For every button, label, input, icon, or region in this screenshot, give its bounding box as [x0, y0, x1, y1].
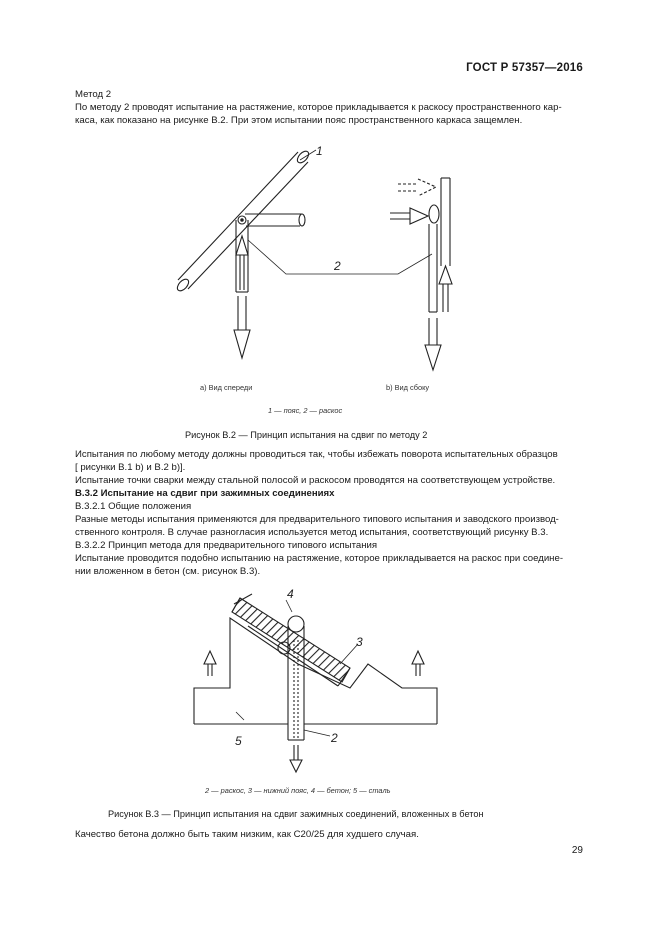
b3-legend: 2 — раскос, 3 — нижний пояс, 4 — бетон; 5 — сталь [205, 786, 391, 795]
b2-caption: Рисунок B.2 — Принцип испытания на сдвиг по методу 2 [185, 430, 428, 440]
method2-para-line1: По методу 2 проводят испытание на растяжение, которое прикладывается к раскосу пространственного кар- [75, 102, 562, 113]
body-p3-line1: Разные методы испытания применяются для предварительного типового испытания и заводского производ- [75, 514, 559, 525]
b3-callout-3: 3 [356, 635, 363, 649]
b2-arrow-right-side [390, 208, 428, 224]
b2-arrow-dashed [398, 179, 436, 196]
b2-arrow-up-side [439, 266, 452, 312]
b3-arrow-up-left [204, 651, 216, 676]
page-number: 29 [571, 845, 583, 856]
method2-title: Метод 2 [75, 89, 112, 100]
section-b32-heading: B.3.2 Испытание на сдвиг при зажимных соединениях [75, 488, 335, 499]
b2-callout-2: 2 [334, 259, 341, 273]
b3-bolt-top [288, 616, 304, 632]
section-b322-heading: B.3.2.2 Принцип метода для предварительного типового испытания [75, 540, 378, 551]
method2-para-line2: каса, как показано на рисунке B.2. При этом испытании пояс пространственного каркаса защемлен. [75, 115, 523, 126]
body-p3-line2: ственного контроля. В случае разногласия используется метод испытания, соответствующий рисунку B.3. [75, 527, 549, 538]
section-b321-heading: B.3.2.1 Общие положения [75, 501, 192, 512]
b2-brace-section [429, 205, 439, 223]
b3-arrow-up-right [412, 651, 424, 676]
b2-subcaption-a: а) Вид спереди [200, 383, 253, 392]
b3-callout-4: 4 [287, 587, 294, 601]
b2-brace-tube [245, 214, 305, 226]
b2-steel-strip-side [429, 224, 437, 312]
b2-legend: 1 — пояс, 2 — раскос [268, 406, 343, 415]
b3-arrow-down [290, 745, 302, 772]
b2-callout-1: 1 [316, 144, 323, 158]
figure-b2-diagram [0, 135, 661, 385]
b3-callout-5: 5 [235, 734, 242, 748]
b3-caption: Рисунок B.3 — Принцип испытания на сдвиг зажимных соединений, вложенных в бетон [108, 809, 484, 819]
b2-arrow-down-side [425, 318, 441, 370]
closing-text: Качество бетона должно быть таким низким, как C20/25 для худшего случая. [75, 829, 419, 840]
b2-arrow-up-front [236, 236, 248, 290]
body-p2: Испытание точки сварки между стальной полосой и раскосом проводятся на соответствующем устройстве. [75, 475, 556, 486]
body-p1-line1: Испытания по любому методу должны проводиться так, чтобы избежать поворота испытательных образцов [75, 449, 558, 460]
body-p4-line2: нии вложенном в бетон (см. рисунок B.3). [75, 566, 261, 577]
b2-subcaption-b: b) Вид сбоку [386, 383, 430, 392]
b2-steel-strip-front [236, 220, 248, 292]
b2-chord-side [441, 178, 450, 266]
document-id: ГОСТ Р 57357—2016 [466, 62, 583, 74]
b2-arrow-down-front [234, 296, 250, 358]
body-p4-line1: Испытание проводится подобно испытанию на растяжение, которое прикладывается на раскос при соедине- [75, 553, 564, 564]
body-p1-line2: [ рисунки B.1 b) и B.2 b)]. [75, 462, 186, 473]
figure-b3-diagram [0, 580, 661, 780]
b3-callout-2: 2 [331, 731, 338, 745]
